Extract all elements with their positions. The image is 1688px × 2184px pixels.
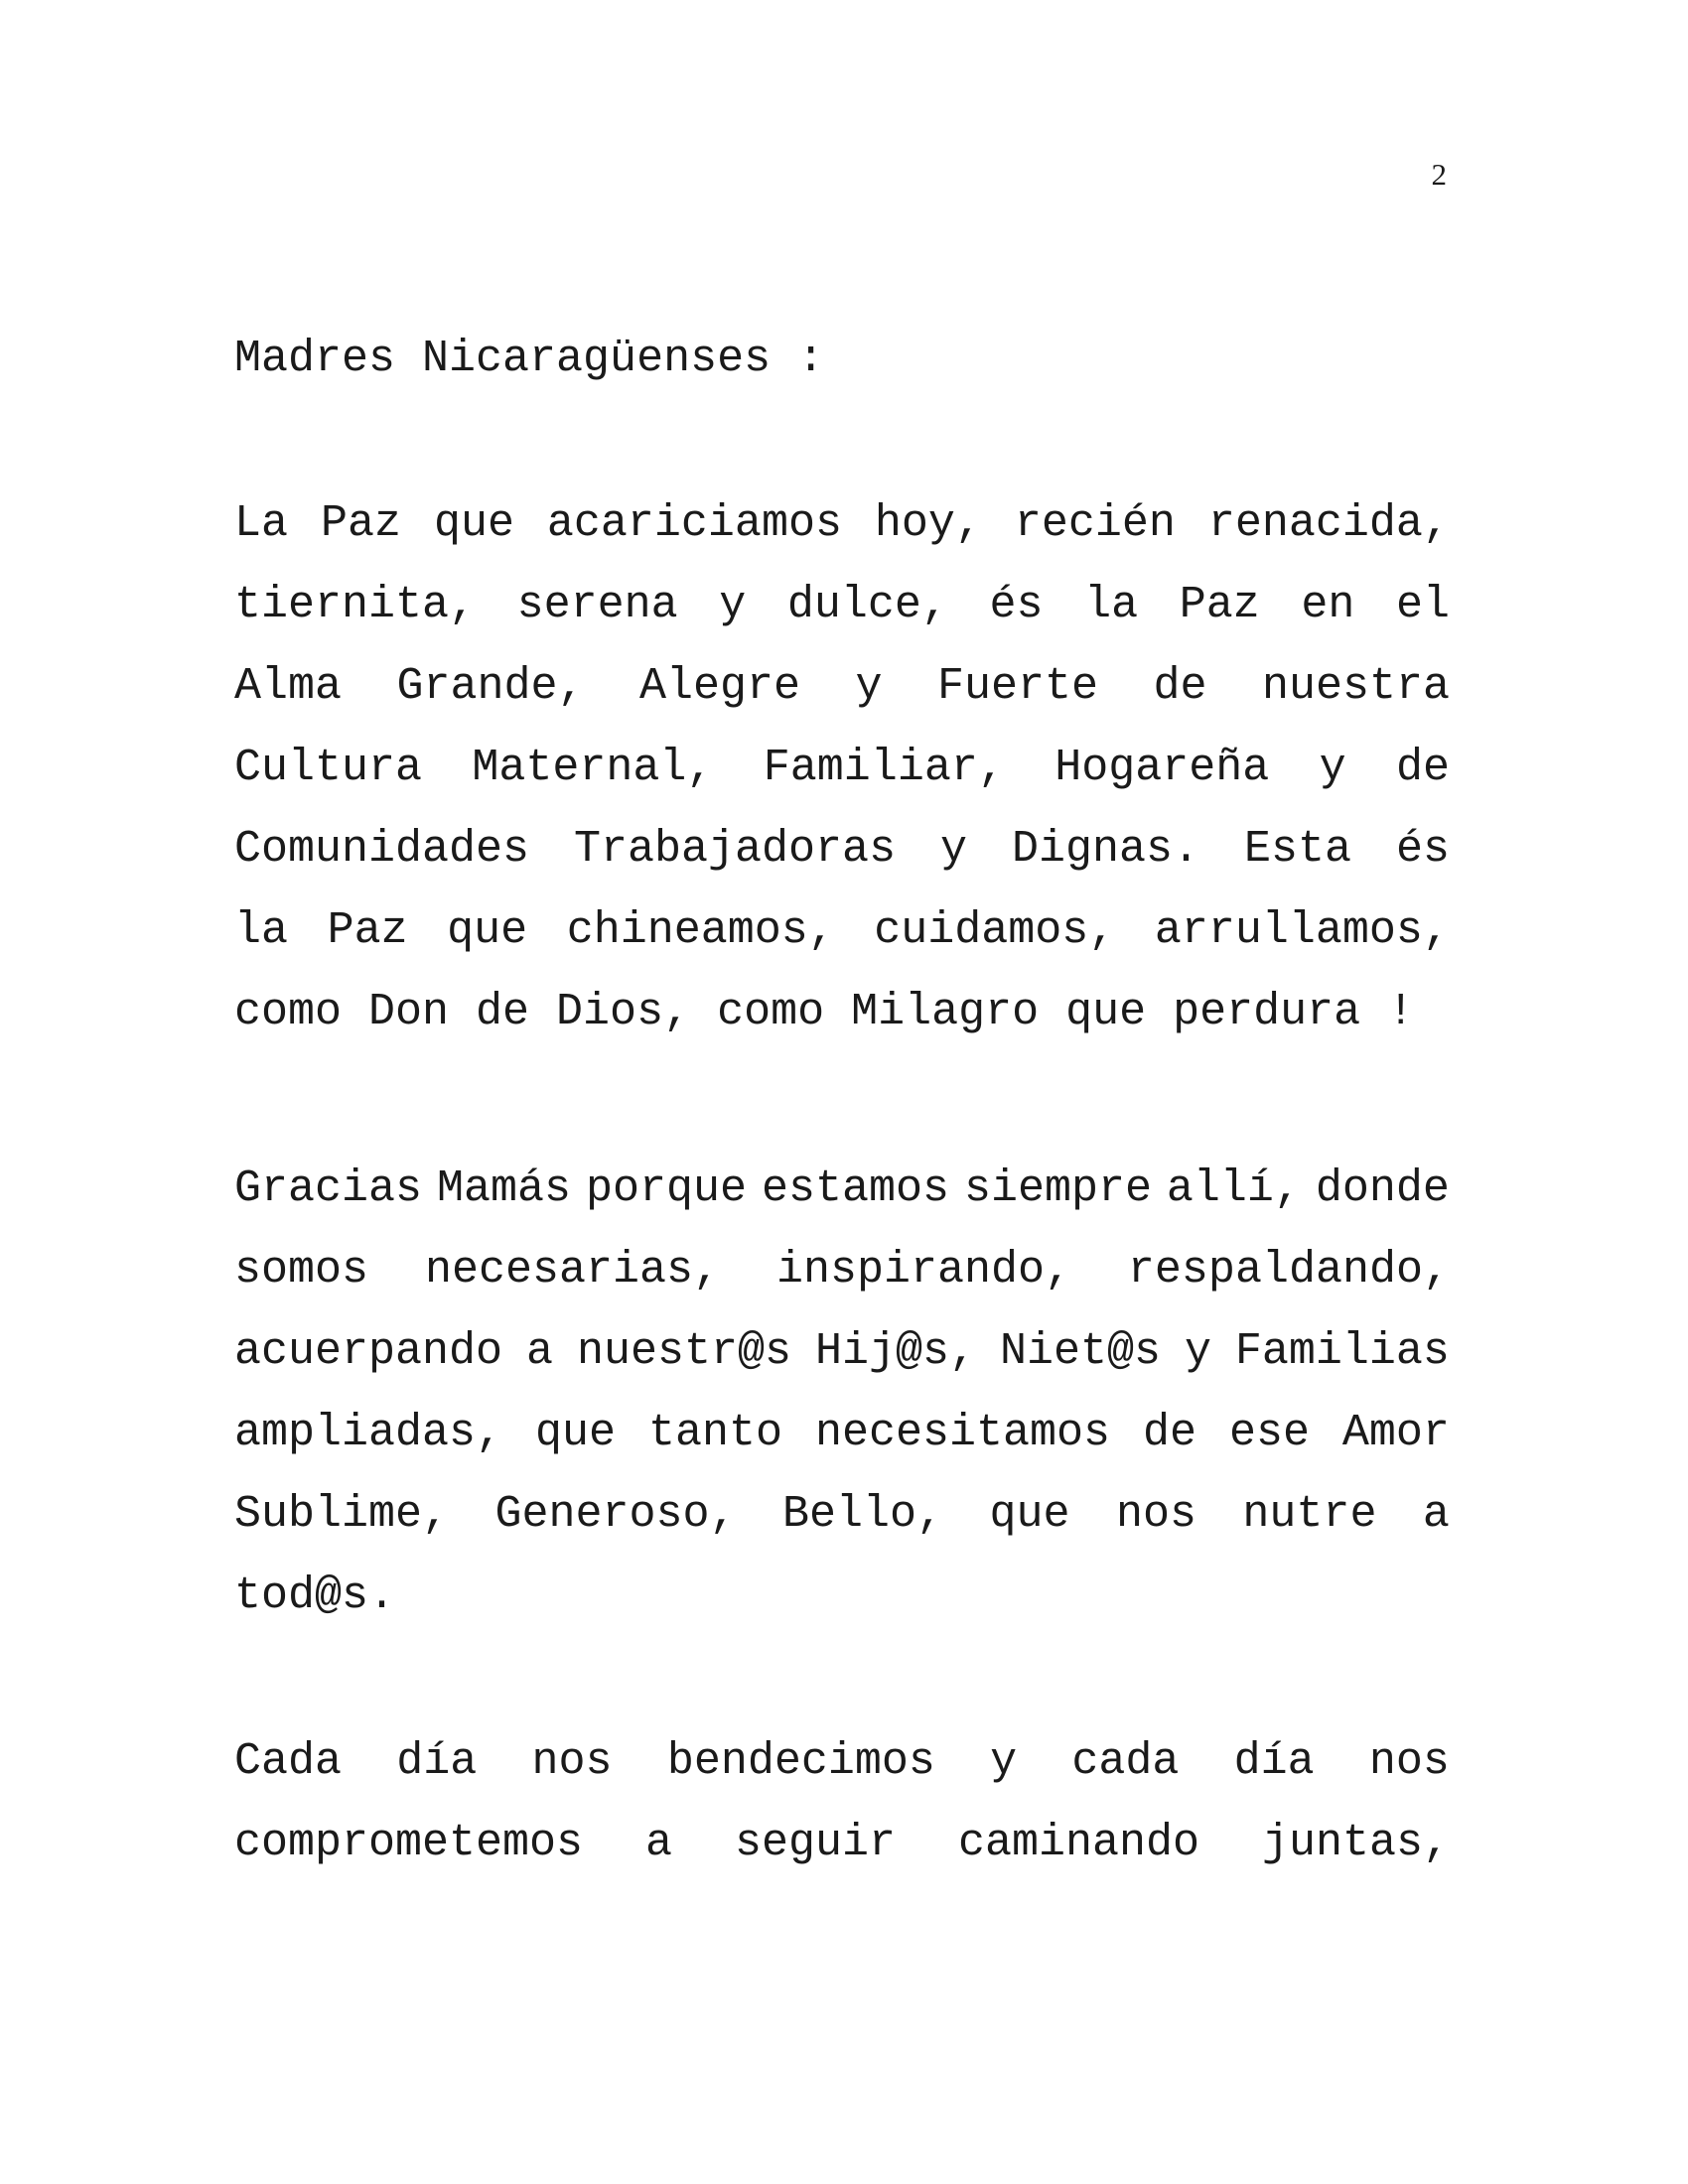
word: hoy, — [874, 498, 982, 549]
word: Sublime, — [234, 1489, 450, 1540]
word: que — [989, 1489, 1070, 1540]
salutation: Madres Nicaragüenses : — [234, 334, 825, 384]
text-line: tod@s. — [234, 1570, 396, 1621]
word: necesitamos — [814, 1408, 1111, 1458]
word: seguir — [734, 1818, 897, 1868]
word: cada — [1071, 1736, 1180, 1787]
text-line — [234, 1160, 1450, 1219]
word: estamos — [761, 1163, 949, 1214]
word: la — [1084, 580, 1139, 630]
word: y — [855, 661, 883, 712]
word: nuestra — [1261, 661, 1450, 712]
word: donde — [1315, 1163, 1450, 1214]
word: respaldando, — [1127, 1245, 1450, 1296]
word: de — [1395, 743, 1450, 793]
word: allí, — [1166, 1163, 1301, 1214]
word: tiernita, — [234, 580, 477, 630]
word: día — [1233, 1736, 1315, 1787]
word: Bello, — [782, 1489, 944, 1540]
word: bendecimos — [666, 1736, 935, 1787]
word: tanto — [647, 1408, 782, 1458]
word: Cada — [234, 1736, 343, 1787]
word: somos — [234, 1245, 369, 1296]
word: inspirando, — [775, 1245, 1071, 1296]
text-line — [234, 1404, 1450, 1463]
word: Esta — [1243, 824, 1352, 875]
text-line — [234, 1732, 1450, 1792]
word: Paz — [327, 905, 408, 956]
word: La — [234, 498, 289, 549]
text-line: como Don de Dios, como Milagro que perdura ! — [234, 987, 1415, 1037]
word: Mamás — [436, 1163, 572, 1214]
word: Generoso, — [494, 1489, 737, 1540]
word: Hogareña — [1055, 743, 1270, 793]
word: renacida, — [1207, 498, 1450, 549]
word: ese — [1228, 1408, 1310, 1458]
word: de — [1153, 661, 1207, 712]
word: a — [645, 1818, 673, 1868]
word: acariciamos — [546, 498, 842, 549]
word: comprometemos — [234, 1818, 584, 1868]
word: y — [990, 1736, 1018, 1787]
word: Cultura — [234, 743, 423, 793]
word: Grande, — [396, 661, 585, 712]
word: arrullamos, — [1154, 905, 1450, 956]
word: és — [989, 580, 1044, 630]
word: a — [1422, 1489, 1450, 1540]
text-line — [234, 657, 1450, 717]
text-line — [234, 901, 1450, 961]
word: nuestr@s — [576, 1326, 792, 1377]
text-line — [234, 820, 1450, 880]
word: a — [526, 1326, 554, 1377]
word: Amor — [1341, 1408, 1450, 1458]
word: dulce, — [786, 580, 948, 630]
word: Comunidades — [234, 824, 530, 875]
word: Alma — [234, 661, 343, 712]
word: chineamos, — [566, 905, 835, 956]
text-line — [234, 1241, 1450, 1300]
word: Alegre — [639, 661, 801, 712]
word: és — [1395, 824, 1450, 875]
text-line — [234, 1814, 1450, 1873]
text-line — [234, 1322, 1450, 1382]
text-line — [234, 494, 1450, 554]
word: que — [535, 1408, 617, 1458]
word: ampliadas, — [234, 1408, 503, 1458]
word: serena — [516, 580, 678, 630]
word: y — [940, 824, 968, 875]
word: y — [719, 580, 747, 630]
word: acuerpando — [234, 1326, 503, 1377]
word: nos — [1115, 1489, 1196, 1540]
word: cuidamos, — [874, 905, 1116, 956]
word: necesarias, — [424, 1245, 721, 1296]
word: Familiar, — [763, 743, 1005, 793]
word: siempre — [963, 1163, 1152, 1214]
word: el — [1395, 580, 1450, 630]
text-line — [234, 1485, 1450, 1545]
word: que — [447, 905, 528, 956]
word: porque — [585, 1163, 747, 1214]
text-line — [234, 576, 1450, 635]
word: Fuerte — [936, 661, 1099, 712]
word: juntas, — [1261, 1818, 1450, 1868]
word: Paz — [1179, 580, 1260, 630]
word: y — [1184, 1326, 1211, 1377]
word: día — [396, 1736, 478, 1787]
word: de — [1142, 1408, 1196, 1458]
word: nos — [1368, 1736, 1450, 1787]
word: nutre — [1242, 1489, 1377, 1540]
word: Trabajadoras — [574, 824, 897, 875]
word: Paz — [320, 498, 401, 549]
word: nos — [531, 1736, 613, 1787]
word: la — [234, 905, 289, 956]
word: Niet@s — [999, 1326, 1161, 1377]
word: y — [1319, 743, 1346, 793]
word: Gracias — [234, 1163, 423, 1214]
word: Familias — [1234, 1326, 1450, 1377]
word: Maternal, — [472, 743, 714, 793]
word: Hij@s, — [814, 1326, 976, 1377]
word: en — [1301, 580, 1355, 630]
text-line — [234, 739, 1450, 798]
word: caminando — [957, 1818, 1200, 1868]
page-number: 2 — [1431, 157, 1447, 192]
word: Dignas. — [1012, 824, 1200, 875]
word: que — [433, 498, 514, 549]
word: recién — [1014, 498, 1176, 549]
